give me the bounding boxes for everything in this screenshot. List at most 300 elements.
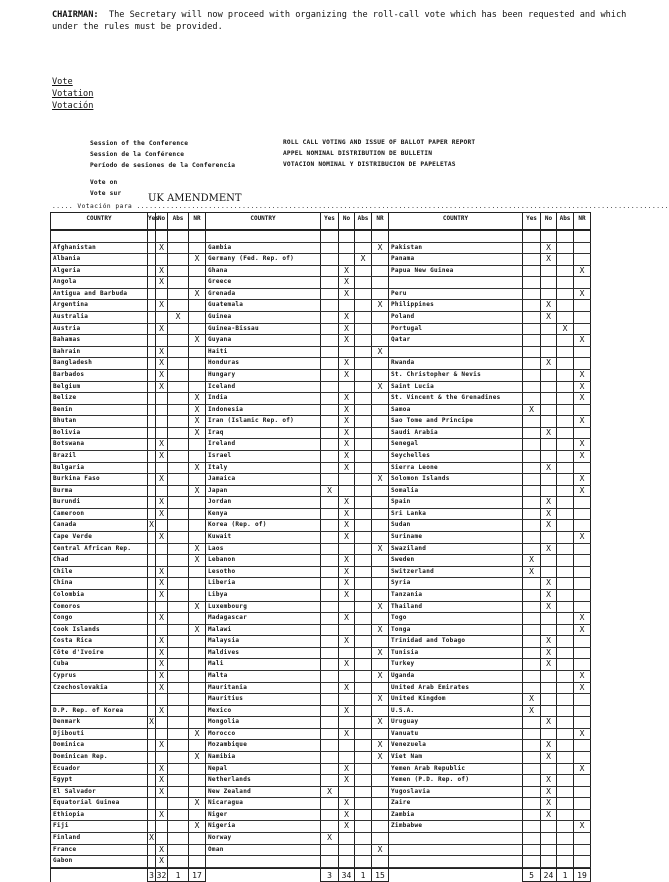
- table-row: [206, 555, 389, 567]
- empty-cell: [523, 324, 541, 335]
- empty-cell: [541, 613, 557, 624]
- table-row: [389, 555, 591, 567]
- empty-cell: [523, 416, 541, 427]
- empty-cell: [168, 416, 189, 427]
- empty-cell: [557, 798, 574, 809]
- table-row: [51, 497, 206, 509]
- vote-mark-no: X: [541, 798, 557, 809]
- empty-cell: [189, 358, 206, 369]
- country-name: Viet Nam: [389, 752, 523, 763]
- empty-cell: [574, 775, 591, 786]
- country-name: Uruguay: [389, 717, 523, 728]
- empty-cell: [148, 845, 156, 856]
- table-row: [206, 602, 389, 614]
- vote-mark-nr: X: [189, 544, 206, 555]
- empty-cell: [339, 254, 355, 265]
- header-nr: NR: [574, 213, 591, 229]
- table-row: [51, 243, 206, 255]
- empty-cell: [557, 243, 574, 254]
- empty-cell: [148, 347, 156, 358]
- table-row: [206, 277, 389, 289]
- vote-table-column-1: [50, 212, 206, 882]
- empty-cell: [557, 254, 574, 265]
- table-row: [51, 671, 206, 683]
- empty-cell: [557, 416, 574, 427]
- empty-cell: [148, 856, 156, 867]
- empty-cell: [574, 520, 591, 531]
- empty-cell: [557, 486, 574, 497]
- vote-mark-no: X: [541, 578, 557, 589]
- session-label-en: Session of the Conference: [90, 140, 189, 147]
- empty-cell: [557, 602, 574, 613]
- empty-cell: [523, 393, 541, 404]
- empty-cell: [168, 752, 189, 763]
- empty-cell: [148, 821, 156, 832]
- table-row: [51, 717, 206, 729]
- empty-cell: [156, 544, 168, 555]
- vote-mark-nr: X: [372, 717, 389, 728]
- country-name: Bangladesh: [51, 358, 148, 369]
- vote-mark-nr: X: [574, 474, 591, 485]
- empty-cell: [372, 277, 389, 288]
- country-name: Morocco: [206, 729, 321, 740]
- table-row: [206, 787, 389, 799]
- empty-cell: [355, 474, 372, 485]
- vote-mark-nr: X: [189, 486, 206, 497]
- empty-cell: [557, 671, 574, 682]
- empty-cell: [541, 706, 557, 717]
- country-name: Qatar: [389, 335, 523, 346]
- table-row: [206, 243, 389, 255]
- country-name: Yemen Arab Republic: [389, 764, 523, 775]
- empty-cell: [372, 706, 389, 717]
- table-row: [206, 544, 389, 556]
- table-row: [206, 694, 389, 706]
- empty-cell: [189, 277, 206, 288]
- empty-cell: [372, 636, 389, 647]
- empty-cell: [168, 347, 189, 358]
- vote-mark-no: X: [156, 300, 168, 311]
- country-name: Nicaragua: [206, 798, 321, 809]
- empty-cell: [574, 254, 591, 265]
- empty-cell: [541, 277, 557, 288]
- table-row: [206, 764, 389, 776]
- empty-cell: [321, 243, 339, 254]
- vote-mark-no: X: [156, 243, 168, 254]
- empty-cell: [574, 602, 591, 613]
- empty-cell: [189, 347, 206, 358]
- vote-mark-no: X: [156, 358, 168, 369]
- table-row: [206, 416, 389, 428]
- empty-cell: [189, 451, 206, 462]
- vote-mark-no: X: [339, 416, 355, 427]
- country-name: Suriname: [389, 532, 523, 543]
- empty-cell: [321, 254, 339, 265]
- table-row: [389, 648, 591, 660]
- empty-cell: [355, 775, 372, 786]
- empty-cell: [321, 752, 339, 763]
- country-name: Ireland: [206, 439, 321, 450]
- empty-cell: [321, 416, 339, 427]
- table-row: [51, 740, 206, 752]
- vote-mark-no: X: [541, 740, 557, 751]
- country-name: Algeria: [51, 266, 148, 277]
- empty-cell: [574, 544, 591, 555]
- totals-row: [206, 868, 389, 882]
- empty-cell: [339, 347, 355, 358]
- empty-cell: [355, 659, 372, 670]
- vote-mark-abs: X: [168, 312, 189, 323]
- empty-cell: [355, 856, 372, 867]
- empty-cell: [355, 312, 372, 323]
- empty-cell: [541, 567, 557, 578]
- vote-mark-no: X: [541, 254, 557, 265]
- country-name: Mauritius: [206, 694, 321, 705]
- vote-mark-no: X: [156, 636, 168, 647]
- empty-cell: [156, 405, 168, 416]
- empty-cell: [189, 370, 206, 381]
- vote-mark-nr: X: [189, 428, 206, 439]
- vote-mark-nr: X: [189, 555, 206, 566]
- table-row: [51, 578, 206, 590]
- vote-mark-nr: X: [574, 729, 591, 740]
- empty-cell: [51, 231, 148, 242]
- vote-mark-no: X: [156, 324, 168, 335]
- empty-cell: [355, 393, 372, 404]
- empty-cell: [189, 590, 206, 601]
- vote-subject: UK AMENDMENT: [148, 193, 242, 204]
- table-row: [51, 706, 206, 718]
- table-row: [51, 694, 206, 706]
- empty-cell: [557, 370, 574, 381]
- empty-cell: [148, 555, 156, 566]
- empty-cell: [339, 544, 355, 555]
- country-name: Cook Islands: [51, 625, 148, 636]
- empty-cell: [156, 254, 168, 265]
- empty-cell: [523, 602, 541, 613]
- empty-cell: [372, 613, 389, 624]
- country-name: Fiji: [51, 821, 148, 832]
- table-row: [51, 752, 206, 764]
- table-row: [51, 775, 206, 787]
- empty-cell: [148, 335, 156, 346]
- country-name: Greece: [206, 277, 321, 288]
- empty-cell: [189, 312, 206, 323]
- country-name: [389, 833, 523, 844]
- empty-cell: [523, 821, 541, 832]
- empty-cell: [156, 798, 168, 809]
- country-name: United Arab Emirates: [389, 683, 523, 694]
- vote-table-column-3: [388, 212, 591, 882]
- total-abs: 1: [355, 869, 372, 882]
- empty-cell: [156, 289, 168, 300]
- empty-cell: [372, 856, 389, 867]
- empty-cell: [168, 602, 189, 613]
- country-name: Mali: [206, 659, 321, 670]
- empty-cell: [574, 300, 591, 311]
- empty-cell: [168, 544, 189, 555]
- empty-cell: [372, 578, 389, 589]
- country-name: Central African Rep.: [51, 544, 148, 555]
- country-name: Belgium: [51, 382, 148, 393]
- empty-cell: [168, 694, 189, 705]
- total-no: 32: [156, 870, 167, 880]
- header-country: COUNTRY: [51, 213, 148, 229]
- vote-mark-nr: X: [189, 821, 206, 832]
- table-row: [389, 405, 591, 417]
- empty-cell: [189, 740, 206, 751]
- table-row: [206, 300, 389, 312]
- table-row: [206, 740, 389, 752]
- table-row: [389, 740, 591, 752]
- country-name: Namibia: [206, 752, 321, 763]
- empty-cell: [557, 497, 574, 508]
- empty-cell: [523, 231, 541, 242]
- empty-cell: [148, 324, 156, 335]
- vote-mark-no: X: [156, 856, 168, 867]
- empty-cell: [389, 231, 523, 242]
- empty-cell: [574, 648, 591, 659]
- empty-cell: [339, 694, 355, 705]
- empty-cell: [523, 856, 541, 867]
- empty-cell: [168, 555, 189, 566]
- empty-cell: [541, 833, 557, 844]
- country-name: [389, 845, 523, 856]
- empty-cell: [321, 347, 339, 358]
- empty-cell: [355, 694, 372, 705]
- empty-cell: [355, 463, 372, 474]
- empty-cell: [321, 266, 339, 277]
- table-row: [389, 856, 591, 868]
- empty-cell: [372, 289, 389, 300]
- vote-mark-abs: X: [355, 254, 372, 265]
- empty-cell: [574, 694, 591, 705]
- empty-cell: [148, 509, 156, 520]
- empty-cell: [339, 243, 355, 254]
- country-name: Zimbabwe: [389, 821, 523, 832]
- vote-mark-no: X: [541, 544, 557, 555]
- empty-cell: [557, 544, 574, 555]
- country-name: Albania: [51, 254, 148, 265]
- empty-cell: [523, 845, 541, 856]
- table-row: [389, 764, 591, 776]
- country-name: Laos: [206, 544, 321, 555]
- empty-cell: [557, 787, 574, 798]
- empty-cell: [168, 833, 189, 844]
- vote-mark-nr: X: [189, 335, 206, 346]
- empty-cell: [148, 648, 156, 659]
- empty-cell: [321, 289, 339, 300]
- country-name: Egypt: [51, 775, 148, 786]
- vote-mark-no: X: [339, 463, 355, 474]
- empty-cell: [156, 486, 168, 497]
- country-name: Cape Verde: [51, 532, 148, 543]
- table-row: [389, 821, 591, 833]
- blank-row: [51, 231, 206, 243]
- empty-cell: [557, 439, 574, 450]
- empty-cell: [148, 428, 156, 439]
- country-name: Yemen (P.D. Rep. of): [389, 775, 523, 786]
- empty-cell: [523, 289, 541, 300]
- empty-cell: [148, 486, 156, 497]
- table-row: [51, 613, 206, 625]
- country-name: Peru: [389, 289, 523, 300]
- country-name: Congo: [51, 613, 148, 624]
- vote-mark-no: X: [339, 405, 355, 416]
- empty-cell: [321, 671, 339, 682]
- vote-mark-no: X: [339, 277, 355, 288]
- table-row: [389, 613, 591, 625]
- table-row: [51, 532, 206, 544]
- empty-cell: [355, 821, 372, 832]
- empty-cell: [168, 717, 189, 728]
- empty-cell: [557, 405, 574, 416]
- empty-cell: [574, 856, 591, 867]
- empty-cell: [557, 474, 574, 485]
- vote-mark-no: X: [541, 636, 557, 647]
- empty-cell: [355, 289, 372, 300]
- table-row: [389, 578, 591, 590]
- vote-mark-nr: X: [189, 463, 206, 474]
- header-no: No: [541, 213, 557, 229]
- table-row: [389, 312, 591, 324]
- table-row: [389, 520, 591, 532]
- empty-cell: [156, 555, 168, 566]
- table-row: [51, 416, 206, 428]
- table-row: [206, 254, 389, 266]
- empty-cell: [168, 625, 189, 636]
- empty-cell: [355, 324, 372, 335]
- vote-on-dotted-line: ..... Votación para ..............................................................................................................................: [52, 203, 669, 210]
- empty-cell: [355, 370, 372, 381]
- empty-cell: [168, 231, 189, 242]
- country-name: Djibouti: [51, 729, 148, 740]
- empty-cell: [148, 636, 156, 647]
- empty-cell: [541, 532, 557, 543]
- country-name: Haiti: [206, 347, 321, 358]
- empty-cell: [557, 382, 574, 393]
- country-name: Venezuela: [389, 740, 523, 751]
- country-name: [389, 856, 523, 867]
- table-row: [51, 463, 206, 475]
- empty-cell: [148, 578, 156, 589]
- empty-cell: [168, 324, 189, 335]
- empty-cell: [574, 358, 591, 369]
- table-row: [206, 798, 389, 810]
- empty-cell: [321, 324, 339, 335]
- vote-mark-nr: X: [574, 683, 591, 694]
- empty-cell: [189, 845, 206, 856]
- empty-cell: [372, 324, 389, 335]
- empty-cell: [557, 775, 574, 786]
- empty-cell: [574, 787, 591, 798]
- empty-cell: [523, 798, 541, 809]
- table-row: [389, 590, 591, 602]
- vote-mark-nr: X: [372, 474, 389, 485]
- empty-cell: [523, 497, 541, 508]
- empty-cell: [523, 613, 541, 624]
- country-name: Mexico: [206, 706, 321, 717]
- empty-cell: [523, 509, 541, 520]
- vote-mark-no: X: [156, 671, 168, 682]
- table-row: [389, 683, 591, 695]
- vote-mark-nr: X: [574, 266, 591, 277]
- empty-cell: [148, 567, 156, 578]
- vote-mark-no: X: [339, 706, 355, 717]
- table-row: [51, 567, 206, 579]
- header-yes: Yes: [523, 213, 541, 229]
- vote-mark-nr: X: [574, 821, 591, 832]
- empty-cell: [523, 671, 541, 682]
- empty-cell: [541, 416, 557, 427]
- empty-cell: [168, 439, 189, 450]
- country-name: Bahrain: [51, 347, 148, 358]
- country-name: Tunisia: [389, 648, 523, 659]
- table-row: [206, 752, 389, 764]
- empty-cell: [557, 312, 574, 323]
- empty-cell: [355, 486, 372, 497]
- vote-mark-yes: X: [321, 833, 339, 844]
- empty-cell: [372, 590, 389, 601]
- country-name: Austria: [51, 324, 148, 335]
- vote-mark-no: X: [541, 648, 557, 659]
- table-row: [206, 717, 389, 729]
- empty-cell: [321, 706, 339, 717]
- empty-cell: [355, 231, 372, 242]
- empty-cell: [355, 625, 372, 636]
- empty-cell: [321, 729, 339, 740]
- vote-mark-no: X: [339, 497, 355, 508]
- table-row: [389, 324, 591, 336]
- empty-cell: [523, 382, 541, 393]
- table-row: [389, 393, 591, 405]
- vote-mark-no: X: [156, 648, 168, 659]
- empty-cell: [189, 243, 206, 254]
- empty-cell: [321, 393, 339, 404]
- country-name: Denmark: [51, 717, 148, 728]
- empty-cell: [321, 613, 339, 624]
- table-row: [51, 810, 206, 822]
- empty-cell: [148, 706, 156, 717]
- totals-spacer: [51, 869, 148, 882]
- table-row: [389, 671, 591, 683]
- country-name: Mauritania: [206, 683, 321, 694]
- country-name: Yugoslavia: [389, 787, 523, 798]
- table-row: [51, 520, 206, 532]
- empty-cell: [168, 845, 189, 856]
- empty-cell: [148, 775, 156, 786]
- table-row: [51, 266, 206, 278]
- empty-cell: [523, 740, 541, 751]
- empty-cell: [168, 254, 189, 265]
- empty-cell: [372, 486, 389, 497]
- vote-mark-no: X: [156, 578, 168, 589]
- empty-cell: [339, 602, 355, 613]
- empty-cell: [523, 277, 541, 288]
- country-name: Sao Tome and Principe: [389, 416, 523, 427]
- table-row: [206, 324, 389, 336]
- empty-cell: [156, 335, 168, 346]
- empty-cell: [523, 636, 541, 647]
- empty-cell: [557, 277, 574, 288]
- empty-cell: [321, 555, 339, 566]
- empty-cell: [574, 463, 591, 474]
- empty-cell: [541, 347, 557, 358]
- table-row: [206, 683, 389, 695]
- header-country: COUNTRY: [389, 213, 523, 229]
- country-name: Malaysia: [206, 636, 321, 647]
- vote-mark-no: X: [339, 683, 355, 694]
